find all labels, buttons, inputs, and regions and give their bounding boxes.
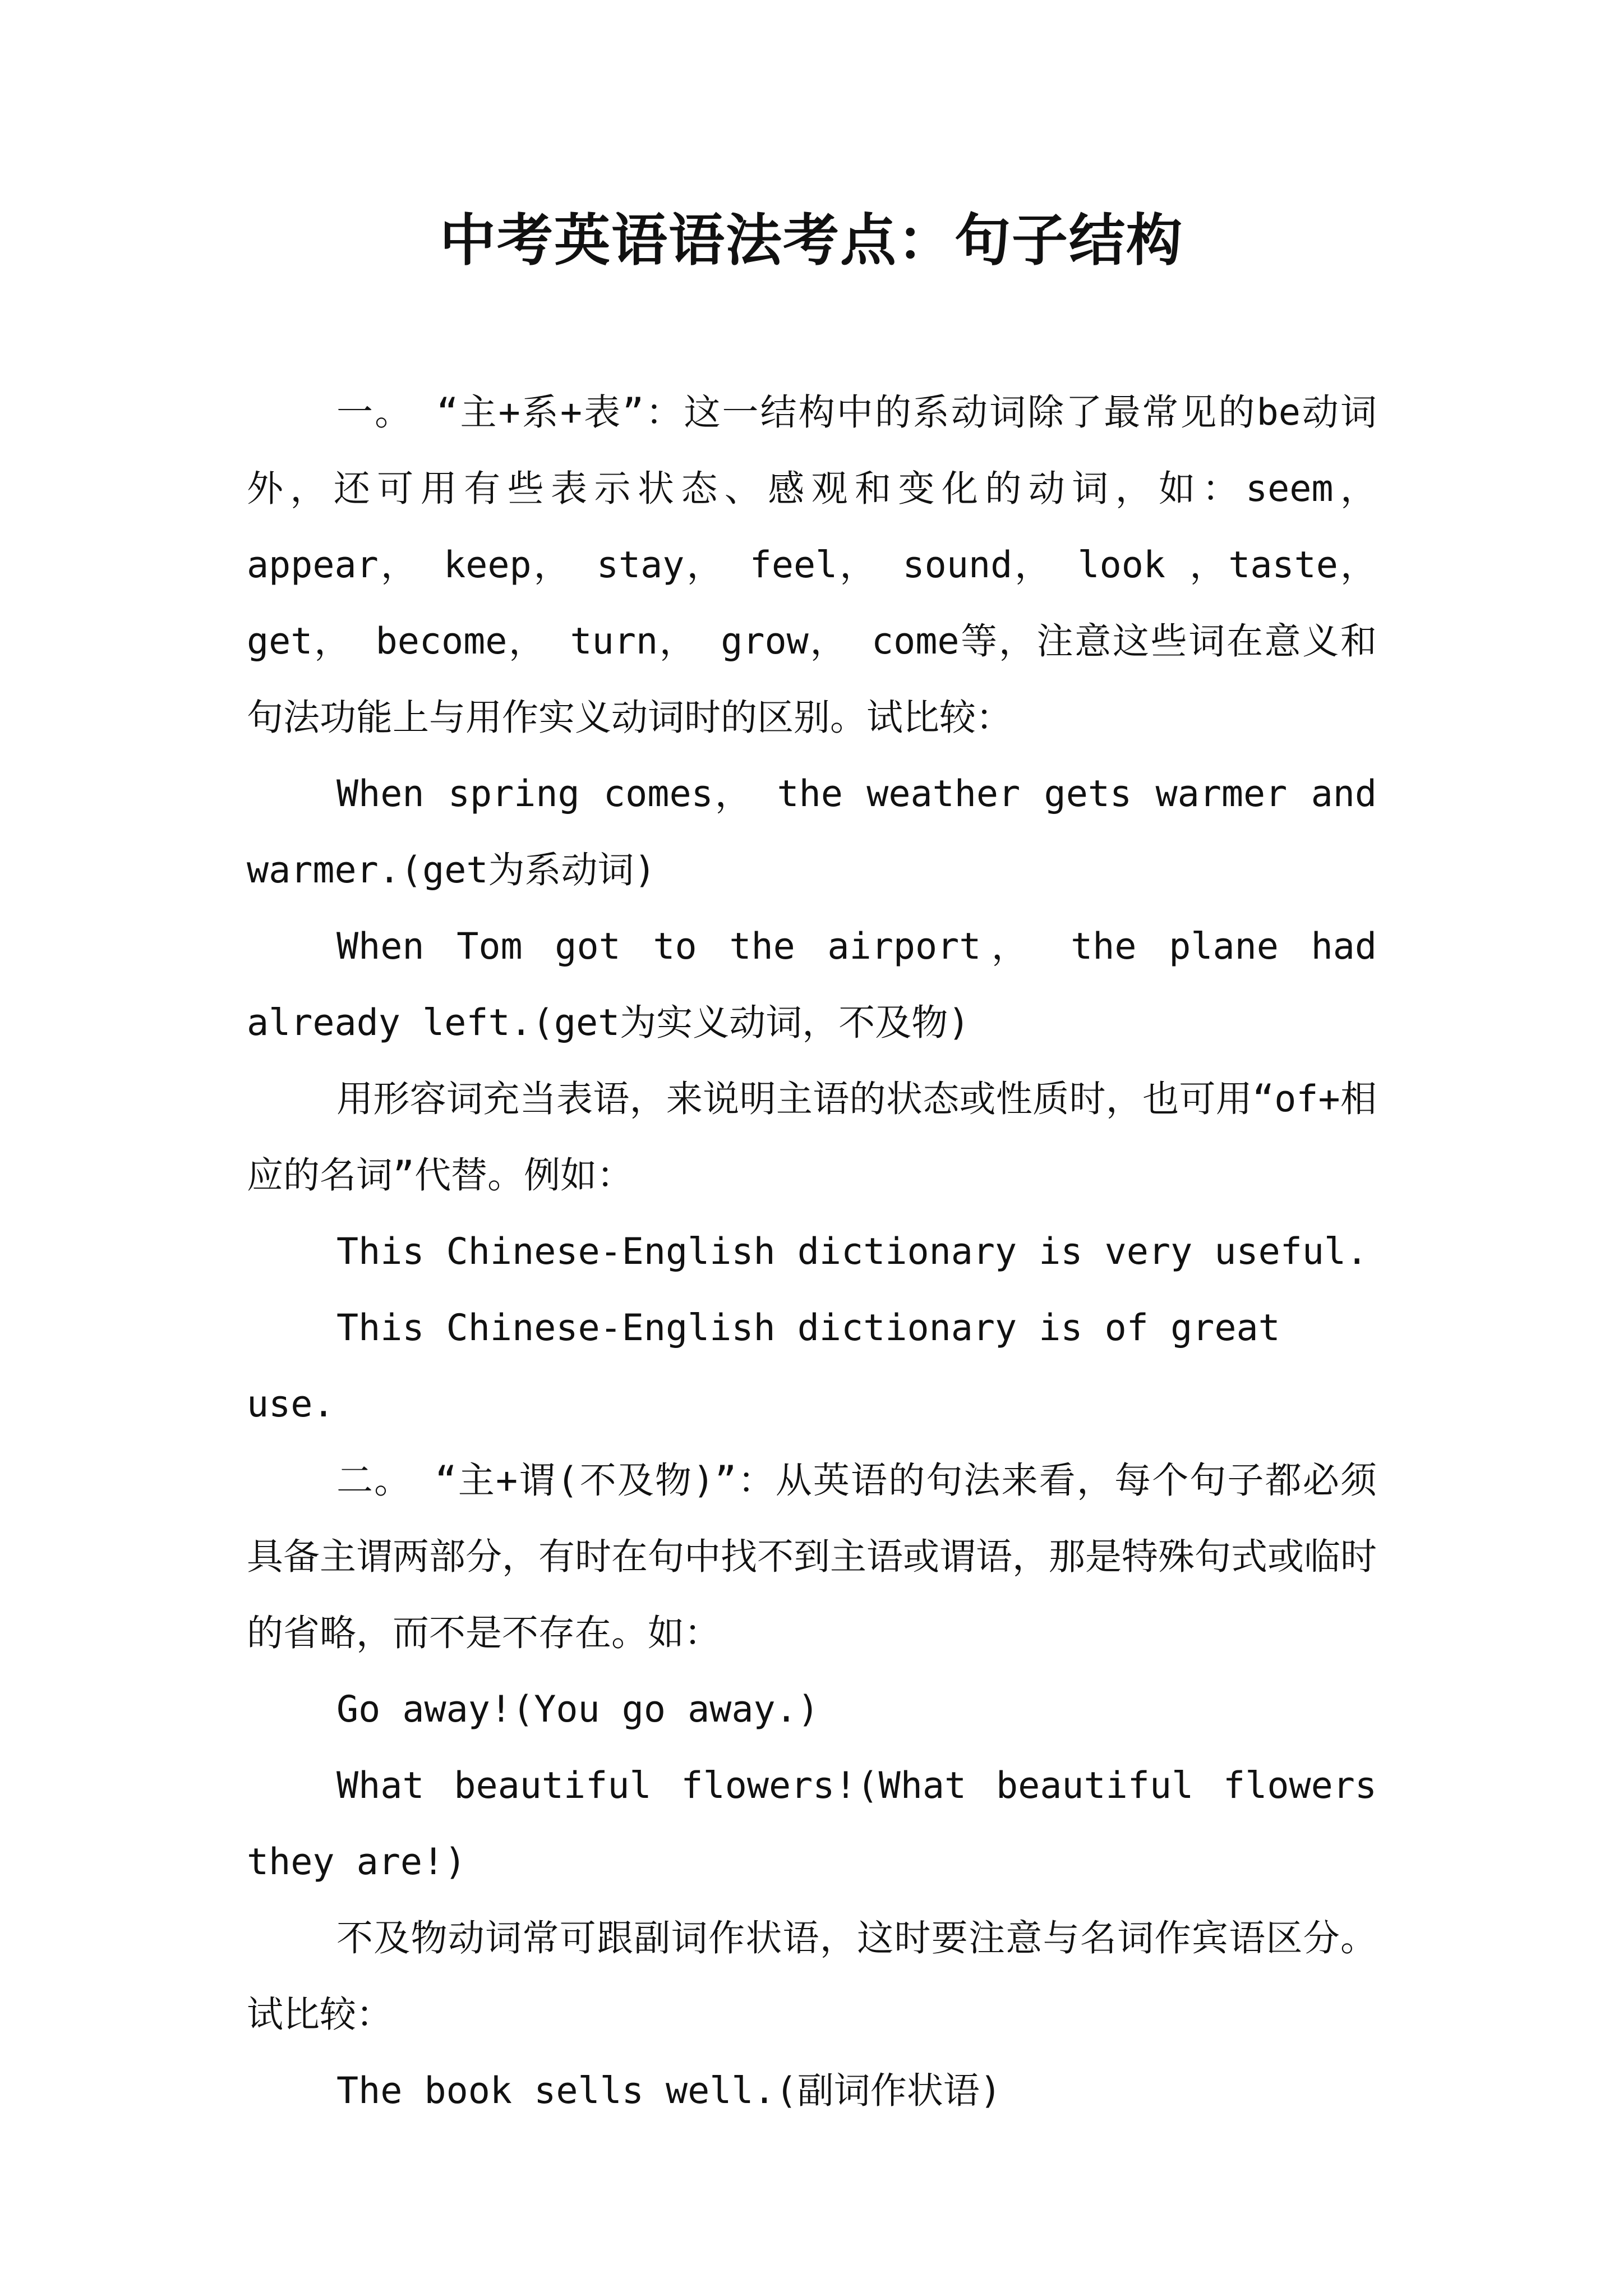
paragraph-example-sells-well: The book sells well.(副词作状语) (336, 2070, 1002, 2112)
document-title: 中考英语语法考点：句子结构 (440, 207, 1183, 273)
document-body (247, 375, 1377, 2129)
paragraph-example-of-great-use: This Chinese-English dictionary is of great use. (247, 1307, 1280, 1425)
paragraph-adjective-predicative: 用形容词充当表语，来说明主语的状态或性质时，也可用“of+相应的名词”代替。例如： (247, 1078, 1377, 1197)
paragraph-section-one: 一。 “主+系+表”：这一结构中的系动词除了最常见的be动词外，还可用有些表示状态、感观和变化的动词，如：seem， appear， keep， stay， feel， sound， look ，taste， get， become， turn， grow， come等，注意这些词在意义和句法功能上与用作实义动词时的区别。试比较： (247, 392, 1377, 739)
paragraph-example-useful: This Chinese-English dictionary is very useful. (336, 1231, 1368, 1273)
paragraph-example-go-away: Go away!(You go away.) (336, 1688, 819, 1731)
paragraph-section-two: 二。 “主+谓(不及物)”：从英语的句法来看，每个句子都必须具备主谓两部分，有时在句中找不到主语或谓语，那是特殊句式或临时的省略，而不是不存在。如： (247, 1460, 1377, 1654)
paragraph-intransitive-adverb: 不及物动词常可跟副词作状语，这时要注意与名词作宾语区分。试比较： (247, 1917, 1377, 2036)
paragraph-example-get-notional: When Tom got to the airport， the plane had already left.(get为实义动词，不及物) (247, 926, 1377, 1044)
paragraph-example-what-beautiful: What beautiful flowers!(What beautiful flowers they are!) (247, 1765, 1377, 1883)
paragraph-example-get-linking: When spring comes， the weather gets warmer and warmer.(get为系动词) (247, 773, 1377, 891)
